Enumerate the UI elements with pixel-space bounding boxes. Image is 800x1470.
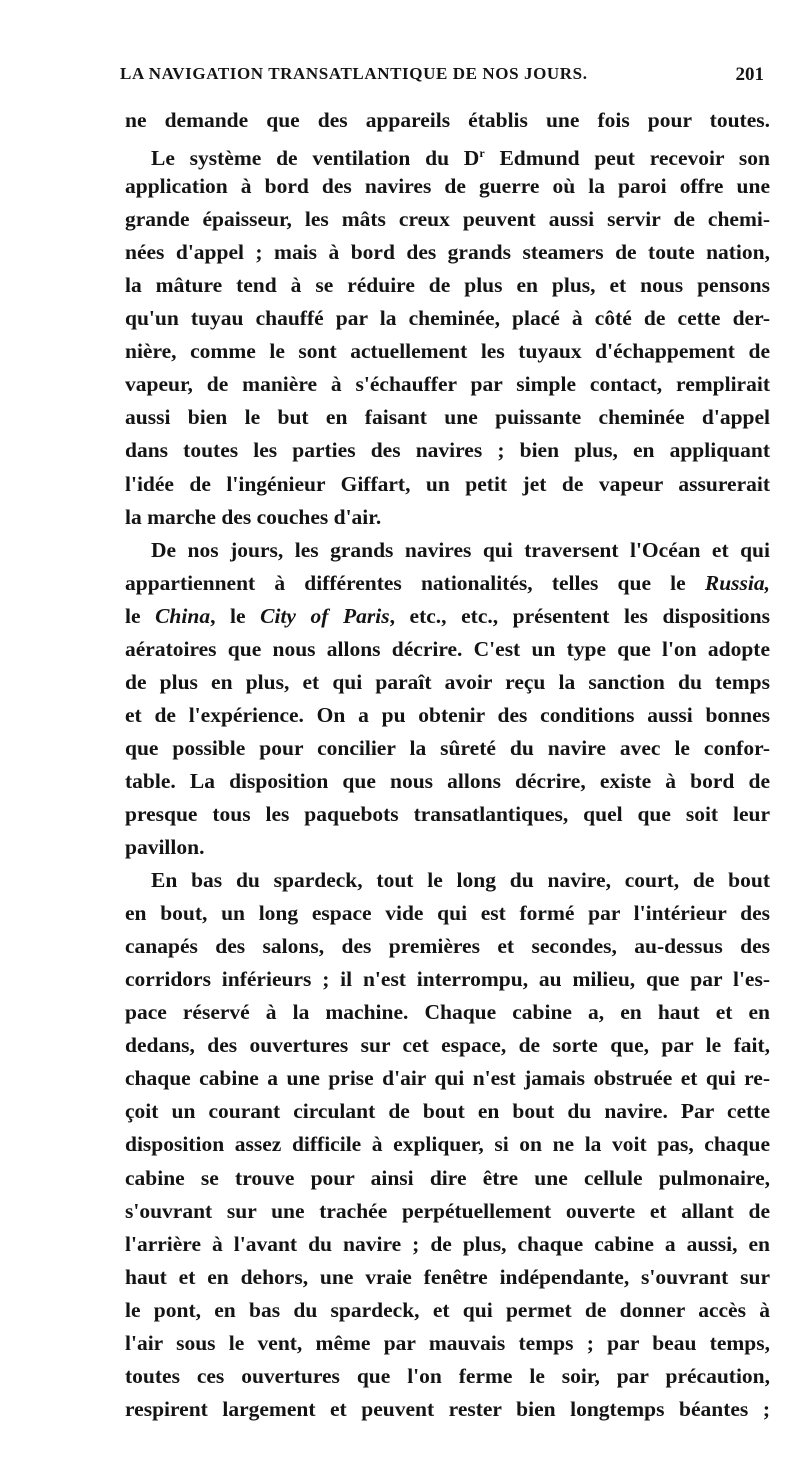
- text-line: chaque cabine a une prise d'air qui n'est jamais obstruée et qui re-: [125, 1066, 770, 1091]
- text-line: l'arrière à l'avant du navire ; de plus, chaque cabine a aussi, en: [125, 1231, 770, 1256]
- ship-name: China: [155, 603, 211, 628]
- text-line: de plus en plus, et qui paraît avoir reçu la sanction du temps: [125, 669, 770, 694]
- text-line: De nos jours, les grands navires qui traversent l'Océan et qui: [151, 537, 770, 562]
- text-line: aératoires que nous allons décrire. C'est un type que l'on adopte: [125, 636, 770, 661]
- text-line: qu'un tuyau chauffé par la cheminée, placé à côté de cette der-: [125, 306, 770, 331]
- text-line: nière, comme le sont actuellement les tuyaux d'échappement de: [125, 339, 770, 364]
- text-line: dans toutes les parties des navires ; bien plus, en appliquant: [125, 438, 770, 463]
- running-title: LA NAVIGATION TRANSATLANTIQUE DE NOS JOURS.: [120, 64, 588, 83]
- superscript: r: [479, 146, 485, 161]
- text-line: çoit un courant circulant de bout en bout du navire. Par cette: [125, 1099, 770, 1124]
- text-line: le pont, en bas du spardeck, et qui permet de donner accès à: [125, 1297, 770, 1322]
- text-line: En bas du spardeck, tout le long du navire, court, de bout: [151, 868, 770, 893]
- text-line: table. La disposition que nous allons décrire, existe à bord de: [125, 768, 770, 793]
- text-fragment: appartiennent à différentes nationalités, telles que le: [125, 570, 705, 595]
- text-line: respirent largement et peuvent rester bien longtemps béantes ;: [125, 1396, 770, 1421]
- text-line: l'idée de l'ingénieur Giffart, un petit jet de vapeur assurerait: [125, 471, 770, 496]
- text-line: la marche des couches d'air.: [125, 504, 382, 529]
- text-line-russia: [125, 567, 770, 600]
- text-line: grande épaisseur, les mâts creux peuvent aussi servir de chemi-: [125, 207, 770, 232]
- ship-name-russia: Russia,: [704, 570, 770, 595]
- text-line: corridors inférieurs ; il n'est interrompu, au milieu, que par l'es-: [125, 967, 770, 992]
- text-line: la mâture tend à se réduire de plus en plus, et nous pensons: [125, 273, 770, 298]
- text-line: que possible pour concilier la sûreté du navire avec le confor-: [125, 735, 770, 760]
- page-number: 201: [735, 64, 764, 85]
- text-line: disposition assez difficile à expliquer, si on ne la voit pas, chaque: [125, 1132, 770, 1157]
- text-line: application à bord des navires de guerre où la paroi offre une: [125, 174, 770, 199]
- text-line: cabine se trouve pour ainsi dire être une cellule pulmonaire,: [125, 1165, 770, 1190]
- text-line: en bout, un long espace vide qui est formé par l'intérieur des: [125, 901, 770, 926]
- text-line: dedans, des ouvertures sur cet espace, de sorte que, par le fait,: [125, 1033, 770, 1058]
- text-line: presque tous les paquebots transatlantiques, quel que soit leur: [125, 801, 770, 826]
- ship-name: City of Paris: [260, 603, 390, 628]
- text-line: pavillon.: [125, 835, 205, 860]
- text-line: canapés des salons, des premières et secondes, au-dessus des: [125, 934, 770, 959]
- text-line: s'ouvrant sur une trachée perpétuellement ouverte et allant de: [125, 1198, 770, 1223]
- text-line: vapeur, de manière à s'échauffer par simple contact, remplirait: [125, 372, 770, 397]
- body-text: [125, 104, 770, 1426]
- text-line: pace réservé à la machine. Chaque cabine a, en haut et en: [125, 1000, 770, 1025]
- text-line: aussi bien le but en faisant une puissante cheminée d'appel: [125, 405, 770, 430]
- text-line: Le système de ventilation du $D^r$ Edmund peut recevoir son: [151, 146, 770, 171]
- text-line: l'air sous le vent, même par mauvais temps ; par beau temps,: [125, 1330, 770, 1355]
- text-line: haut et en dehors, une vraie fenêtre indépendante, s'ouvrant sur: [125, 1264, 770, 1289]
- text-line: ne demande que des appareils établis une fois pour toutes.: [125, 108, 770, 132]
- text-line: toutes ces ouvertures que l'on ferme le soir, par précaution,: [125, 1363, 770, 1388]
- text-line: et de l'expérience. On a pu obtenir des conditions aussi bonnes: [125, 702, 770, 727]
- page-header: [120, 64, 770, 94]
- text-line: le China, le City of Paris, etc., etc., présentent les dispositions: [125, 603, 770, 628]
- text-line: nées d'appel ; mais à bord des grands steamers de toute nation,: [125, 240, 770, 265]
